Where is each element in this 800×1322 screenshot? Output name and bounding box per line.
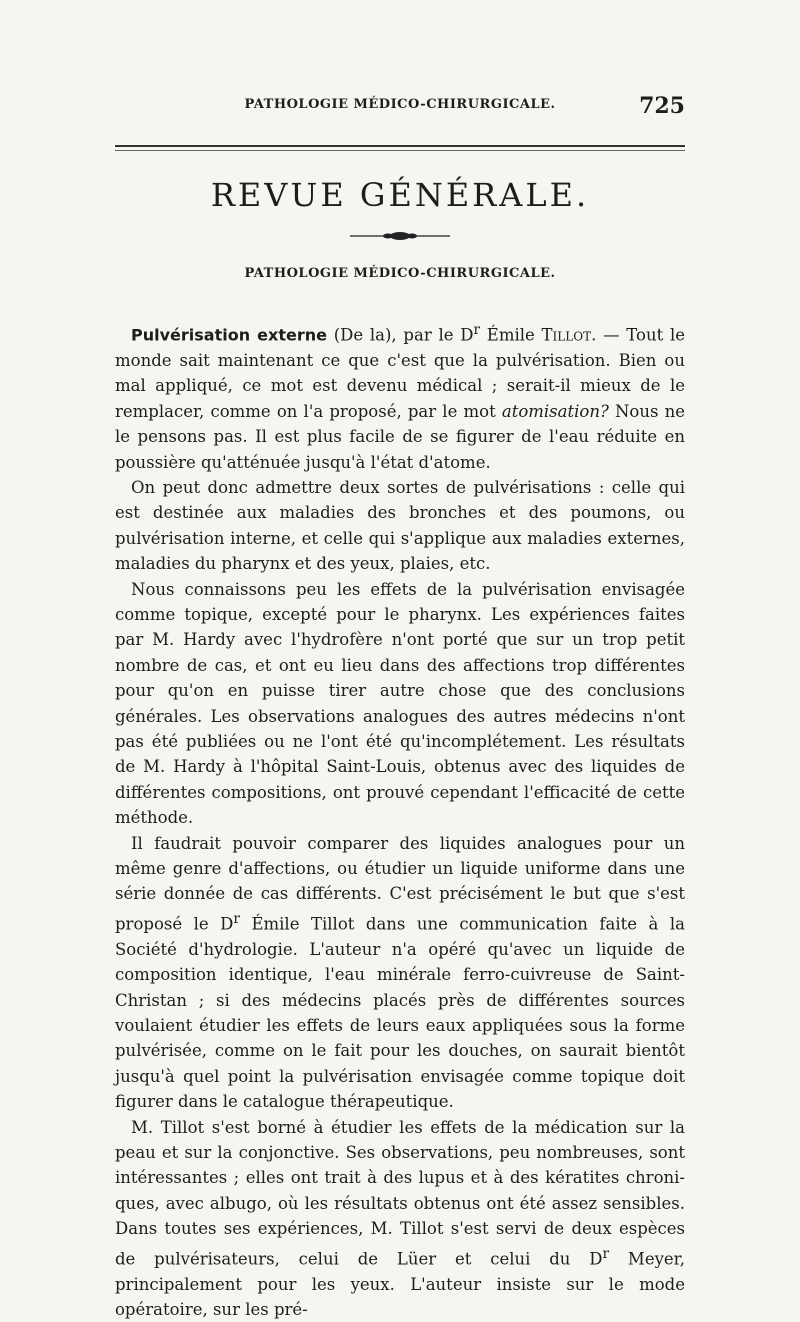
paragraph-4 bbox=[115, 831, 685, 1115]
header-rule bbox=[115, 145, 685, 147]
byline-prefix: par le D bbox=[403, 325, 474, 345]
byline-sup: r bbox=[473, 322, 481, 338]
paragraph-5-b: Meyer, principalement pour les yeux. L'auteur insiste sur le mode opératoire, sur les pré- bbox=[115, 1249, 685, 1319]
paragraph-4-sup: r bbox=[233, 910, 240, 927]
paragraph-1 bbox=[115, 318, 685, 475]
paragraph-5 bbox=[115, 1115, 685, 1322]
paragraph-1-italic: atomisation? bbox=[501, 401, 609, 421]
article-body bbox=[115, 318, 685, 1322]
article-lead: Pulvérisation externe bbox=[131, 325, 327, 345]
byline-name-first: Émile bbox=[480, 325, 542, 345]
paragraph-1-text: . — Tout le monde sait maintenant ce que c'est que la pulvérisation. Bien ou mal appliqué, ce mot est devenu médical ; serait-il mieux de le remplacer, comme on l'a proposé, par le mot bbox=[115, 325, 686, 421]
page-title: REVUE GÉNÉRALE. bbox=[210, 176, 590, 214]
paragraph-5-sup: r bbox=[602, 1245, 610, 1262]
paragraph-2: On peut donc admettre deux sortes de pulvérisations : celle qui est destinée aux maladies des bronches et des poumons, ou pulvérisation interne, et celle qui s'applique aux maladies externes, maladies du pharynx et des yeux, plaies, etc. bbox=[115, 477, 685, 574]
byline-name-last: Tillot bbox=[541, 325, 592, 345]
page-number: 725 bbox=[639, 93, 685, 119]
section-title: PATHOLOGIE MÉDICO-CHIRURGICALE. bbox=[244, 266, 556, 281]
paragraph-4-a: Il faudrait pouvoir comparer des liquides analogues pour un même genre d'affections, ou étudier un liquide uniforme dans une série donnée de cas différents. C'est précisément le but que s'est proposé le D bbox=[115, 833, 685, 934]
paragraph-1-end: Nous ne le pensons pas. Il est plus facile de se figurer de l'eau réduite en poussière qu'atténuée jusqu'à l'état d'atome. bbox=[115, 401, 685, 472]
paragraph-4-b: Émile Tillot dans une communication faite à la Société d'hydrologie. L'auteur n'a opéré qu'avec un liquide de composition identique, l'eau minérale ferro-cuivreuse de Saint-Christan ; si des médecins placés près de différentes sources voulaient étudier les effets de leurs eaux appliquées sous la forme pulvérisée, comme on le fait pour les douches, on saurait bientôt jusqu'à quel point la pulvérisation envisagée comme topique doit figurer dans le catalogue thérapeutique. bbox=[115, 914, 685, 1112]
header-rule-thin bbox=[115, 150, 685, 151]
running-head bbox=[115, 93, 685, 121]
paragraph-3: Nous connaissons peu les effets de la pulvérisation envisagée comme topique, excepté pour le pharynx. Les expériences faites par M. Hardy avec l'hydrofère n'ont porté que sur un trop petit nombre de cas, et ont eu lieu dans des affections trop différentes pour qu'on en puisse tirer autre chose que des conclusions générales. Les observations analogues des autres médecins n'ont pas été publiées ou ne l'ont été qu'incomplétement. Les résultats de M. Hardy à l'hôpital Saint-Louis, obtenus avec des liquides de différentes compositions, ont prouvé cependant l'efficacité de cette méthode. bbox=[115, 579, 685, 828]
ornament-divider bbox=[350, 230, 450, 242]
article-lead-paren: (De la), bbox=[326, 325, 404, 345]
running-title: PATHOLOGIE MÉDICO-CHIRURGICALE. bbox=[244, 97, 556, 112]
paragraph-5-a: M. Tillot s'est borné à étudier les effets de la médication sur la peau et sur la conjonctive. Ses observations, peu nombreuses, sont intéressantes ; elles ont trait à des lupus et à des kératites chroniques, avec albugo, où les résultats obtenus ont été assez sensibles. Dans toutes ses expériences, M. Tillot s'est servi de deux espèces de pulvérisateurs, celui de Lüer et celui du D bbox=[115, 1117, 685, 1269]
